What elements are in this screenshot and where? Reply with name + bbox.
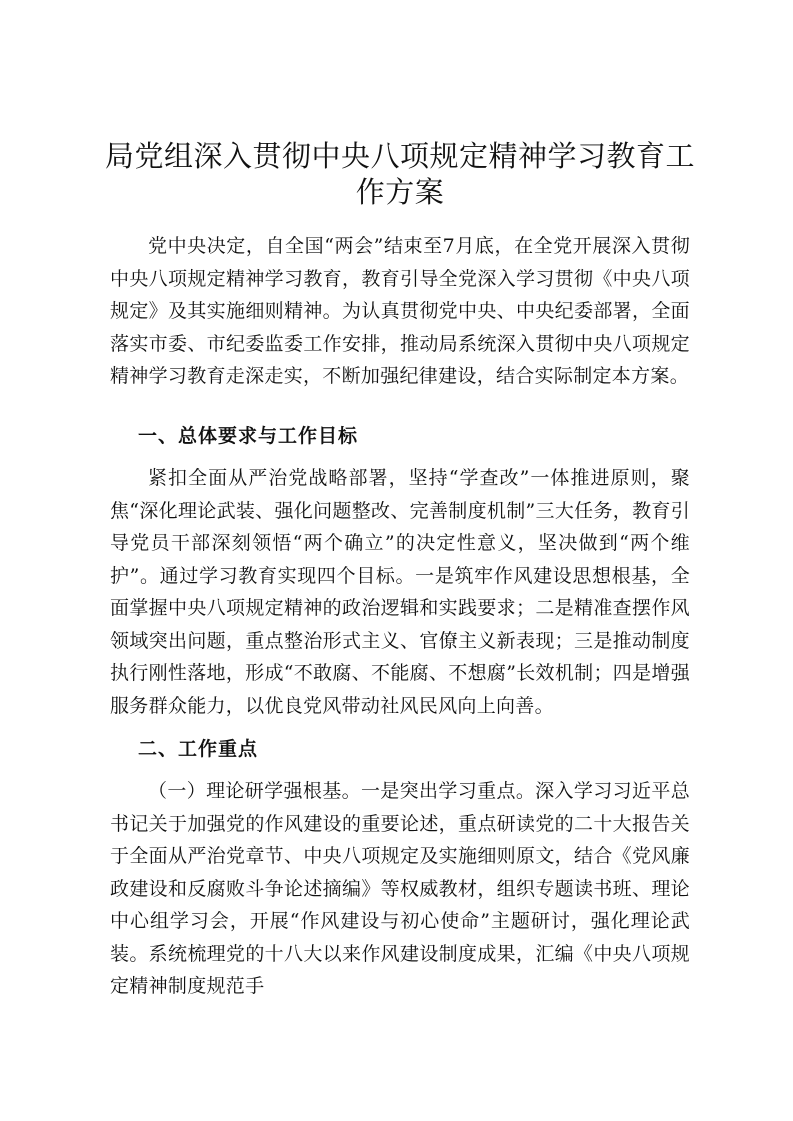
section-1-paragraph: 紧扣全面从严治党战略部署，坚持“学查改”一体推进原则，聚焦“深化理论武装、强化问题整改、完善制度机制”三大任务，教育引导党员干部深刻领悟“两个确立”的决定性意义，坚决做到“两个维护”。通过学习教育实现四个目标。一是筑牢作风建设思想根基，全面掌握中央八项规定精神的政治逻辑和实践要求；二是精准查摆作风领域突出问题，重点整治形式主义、官僚主义新表现；三是推动制度执行刚性落地，形成“不敢腐、不能腐、不想腐”长效机制；四是增强服务群众能力，以优良党风带动社风民风向上向善。 [110, 467, 690, 717]
intro-paragraph: 党中央决定，自全国“两会”结束至7月底，在全党开展深入贯彻中央八项规定精神学习教育，教育引导全党深入学习贯彻《中央八项规定》及其实施细则精神。为认真贯彻党中央、中央纪委部署，全面落实市委、市纪委监委工作安排，推动局系统深入贯彻中央八项规定精神学习教育走深走实，不断加强纪律建设，结合实际制定本方案。 [110, 235, 690, 387]
section-heading-2: 二、工作重点 [138, 738, 259, 760]
document-title: 局党组深入贯彻中央八项规定精神学习教育工作方案 [104, 139, 695, 209]
section-2-paragraph: （一）理论研学强根基。一是突出学习重点。深入学习习近平总书记关于加强党的作风建设的重要论述，重点研读党的二十大报告关于全面从严治党章节、中央八项规定及实施细则原文，结合《党风廉政建设和反腐败斗争论述摘编》等权威教材，组织专题读书班、理论中心组学习会，开展“作风建设与初心使命”主题研讨，强化理论武装。系统梳理党的十八大以来作风建设制度成果，汇编《中央八项规定精神制度规范手 [110, 780, 690, 997]
section-heading-1: 一、总体要求与工作目标 [138, 425, 359, 447]
